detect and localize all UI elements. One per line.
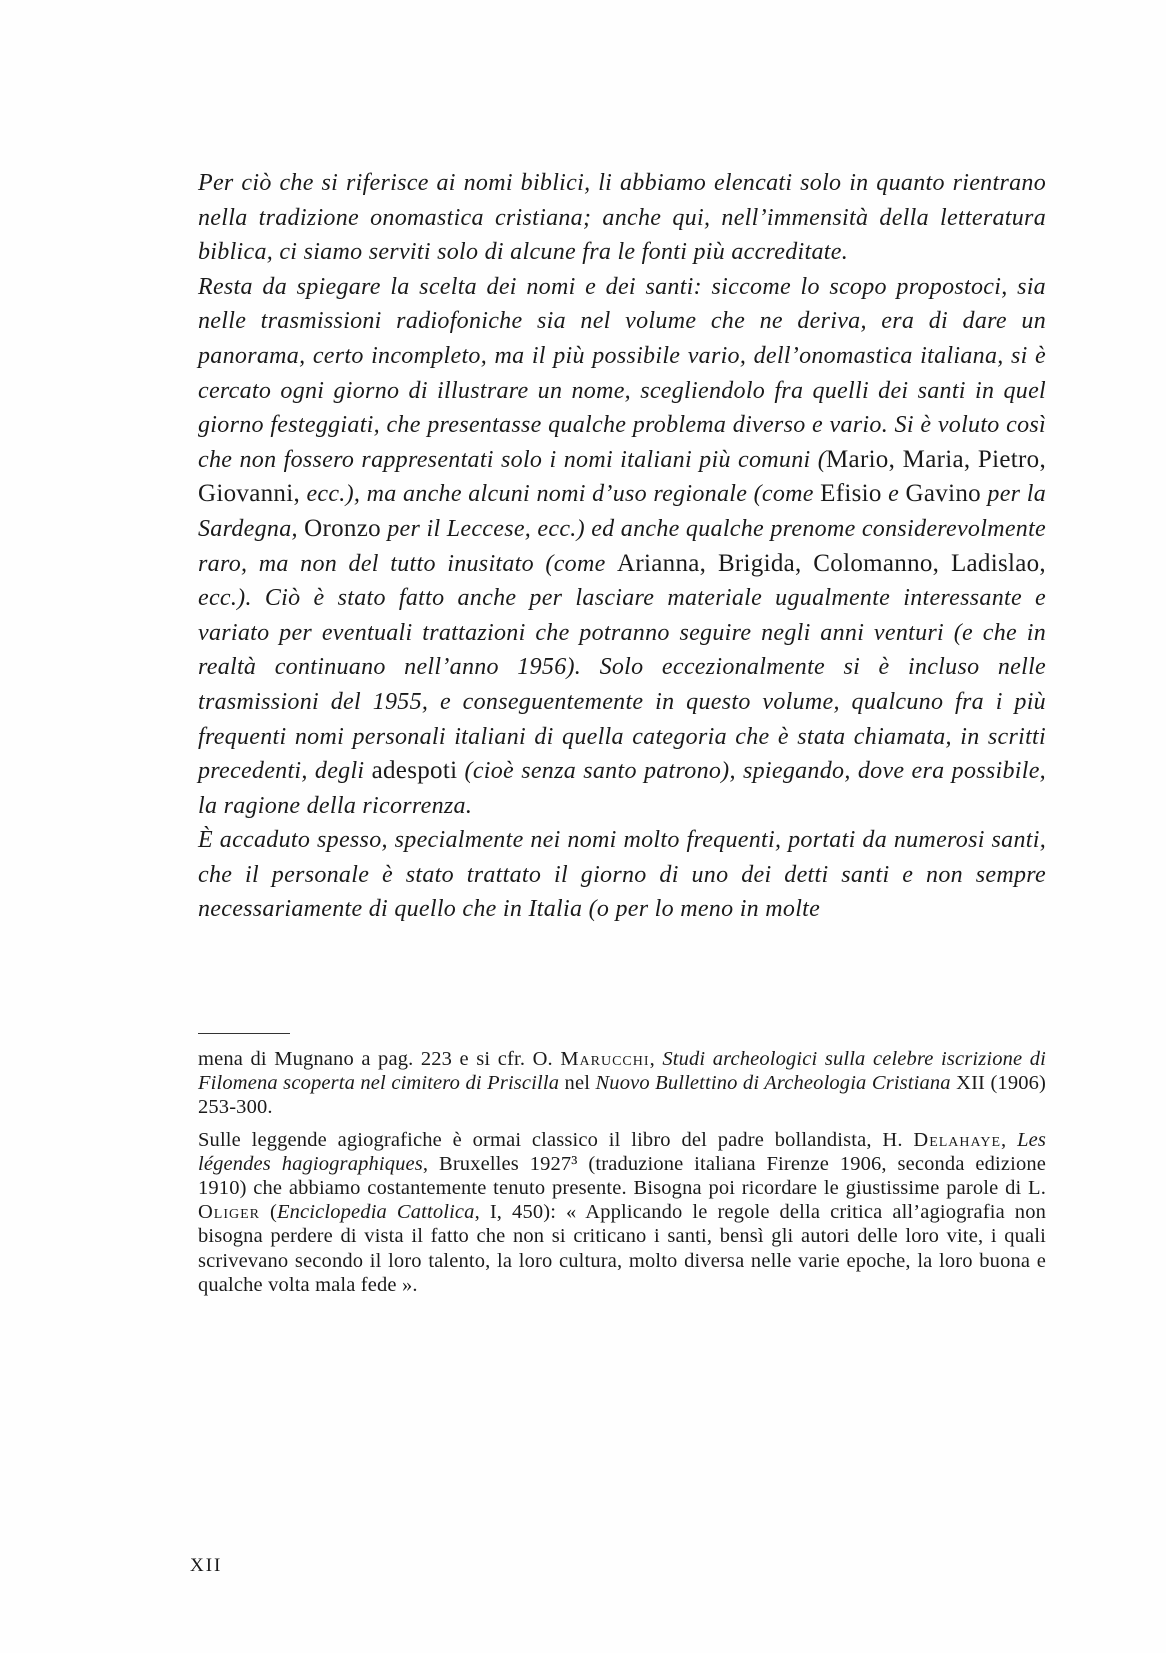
text-run: Resta da spiegare la scelta dei nomi e dei santi: siccome lo scopo propostoci, sia nelle trasmissioni radiofoniche sia nel volume che ne deriva, era di dare un panorama, certo incompleto, ma il più possibile vario, dell’onomastica italiana, si è cercato ogni giorno di illustrare un nome, scegliendolo fra quelli dei santi in quel giorno festeggiati, che presentasse qualche problema diverso e vario. Si è voluto così che non fossero rappresentati solo i nomi italiani più comuni ( xyxy=(198,273,1046,473)
text-run: nel xyxy=(559,1072,596,1095)
text-run: mena di Mugnano a pag. 223 e si cfr. O. xyxy=(198,1048,561,1070)
text-run: ( xyxy=(260,1201,277,1224)
text-run: ecc.), ma anche alcuni nomi d’uso regionale (come xyxy=(300,481,821,508)
author-name: Oliger xyxy=(198,1201,261,1224)
page-number: XII xyxy=(190,1555,223,1576)
text-run: , xyxy=(1001,1128,1018,1151)
main-text xyxy=(198,166,1046,927)
italic-title: Enciclopedia Cattolica xyxy=(276,1201,475,1224)
upright-name: Gavino xyxy=(905,480,981,508)
footnote xyxy=(198,1128,1046,1297)
text-run: , I, 450): « Applicando le regole della critica all’agiografia non bisogna perdere di vista il fatto che non si criticano i santi, bensì gli autori delle loro vite, i quali scrivevano secondo il loro talento, la loro cultura, molto diversa nelle varie epoche, la loro buona e qualche volta mala fede ». xyxy=(198,1201,1046,1296)
body-paragraph xyxy=(198,166,1046,270)
upright-name: Oronzo xyxy=(304,514,381,542)
author-name: Marucchi xyxy=(560,1048,650,1070)
text-run: per la Sardegna, xyxy=(198,481,1046,542)
text-run: e xyxy=(881,481,906,508)
upright-name: Arianna, Brigida, Colomanno, Ladislao, xyxy=(617,549,1046,577)
italic-title: Les légendes hagiographiques xyxy=(198,1128,1046,1175)
text-run: XII (1906) 253-300. xyxy=(198,1072,1047,1119)
text-run: È accaduto spesso, specialmente nei nomi molto frequenti, portati da numerosi santi, che il personale è stato trattato il giorno di uno dei detti santi e non sempre necessariamente di quello che in Italia (o per lo meno in molte xyxy=(198,827,1046,923)
footnotes xyxy=(198,1047,1046,1297)
italic-title: Nuovo Bullettino di Archeologia Cristiana xyxy=(595,1072,951,1095)
italic-title: Studi archeologici sulla celebre iscrizione di Filomena scoperta nel cimitero di Priscilla xyxy=(198,1048,1046,1095)
upright-name: adespoti xyxy=(371,757,458,785)
footnote-separator xyxy=(198,1033,290,1034)
text-run: , xyxy=(649,1048,663,1070)
body-paragraph xyxy=(198,823,1046,927)
author-name: Delahaye xyxy=(913,1128,1002,1151)
footnote xyxy=(198,1047,1046,1120)
text-run: per il Leccese, ecc.) ed anche qualche prenome considerevolmente raro, ma non del tutto inusitato (come xyxy=(198,515,1046,577)
text-run: Sulle leggende agiografiche è ormai classico il libro del padre bollandista, H. xyxy=(198,1128,914,1151)
upright-name: Mario, Maria, Pietro, Giovanni, xyxy=(198,445,1046,508)
body-paragraph xyxy=(198,270,1046,824)
text-run: (cioè senza santo patrono), spiegando, dove era possibile, la ragione della ricorrenza. xyxy=(198,758,1046,819)
upright-name: Efisio xyxy=(820,480,882,508)
text-run: , Bruxelles 1927³ (traduzione italiana Firenze 1906, seconda edizione 1910) che abbiamo costantemente tenuto presente. Bisogna poi ricordare le giustissime parole di L. xyxy=(198,1152,1047,1200)
text-run: ecc.). Ciò è stato fatto anche per lasciare materiale ugualmente interessante e variato per eventuali trattazioni che potranno seguire negli anni venturi (e che in realtà continuano nell’anno 1956). Solo eccezionalmente si è incluso nelle trasmissioni del 1955, e conseguentemente in questo volume, qualcuno fra i più frequenti nomi personali italiani di quella categoria che è stata chiamata, in scritti precedenti, degli xyxy=(198,585,1046,785)
text-run: Per ciò che si riferisce ai nomi biblici, li abbiamo elencati solo in quanto rientrano nella tradizione onomastica cristiana; anche qui, nell’immensità della letteratura biblica, ci siamo serviti solo di alcune fra le fonti più accreditate. xyxy=(198,170,1046,266)
